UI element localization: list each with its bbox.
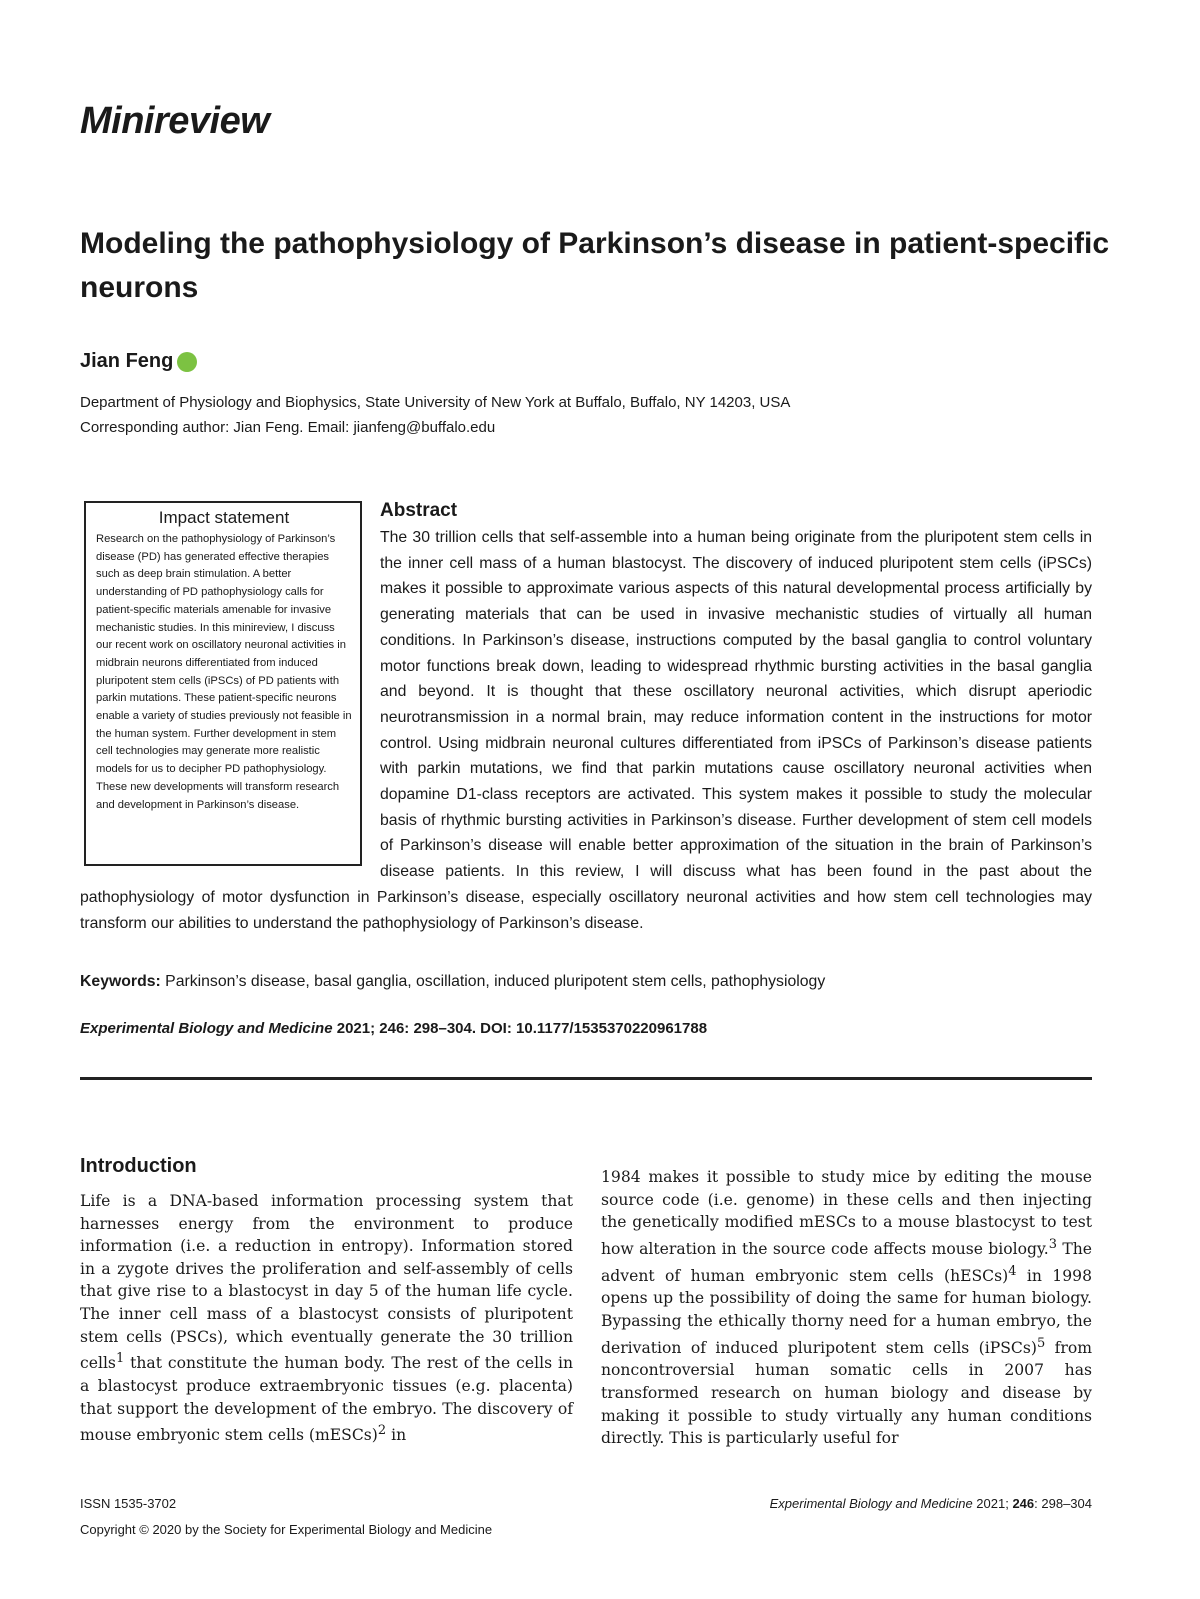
reference-4[interactable]: 4 [1008,1263,1017,1279]
section-divider [80,1077,1092,1080]
affiliation: Department of Physiology and Biophysics, State University of New York at Buffalo, Buffalo, NY 14203, USA [80,394,791,411]
keywords-label: Keywords: [80,973,161,990]
section-label: Minireview [80,100,270,142]
affiliation-block [80,390,1110,440]
footer-volume: 246 [1012,1496,1035,1511]
footer-journal-name: Experimental Biology and Medicine [769,1496,973,1511]
intro-left-text-1: Life is a DNA-based information processing system that harnesses energy from the environment to produce information (i.e. a reduction in entropy). Information stored in a zygote drives the proliferation and self-assembly of cells that give rise to a blastocyst in day 5 of the human life cycle. The inner cell mass of a blastocyst consists of pluripotent stem cells (PSCs), which eventually generate the 30 trillion cells [80,1192,573,1373]
introduction-heading: Introduction [80,1155,197,1177]
intro-right-text-4: from noncontroversial human somatic cells in 2007 has transformed research on human biology and disease by making it possible to study virtually any human conditions directly. This is particularly useful for [601,1338,1092,1448]
author-name: Jian Feng [80,350,174,372]
keywords [80,970,825,994]
footer-copyright: Copyright © 2020 by the Society for Experimental Biology and Medicine [80,1522,493,1537]
intro-left-text-2: that constitute the human body. The rest of the cells in a blastocyst produce extraembryonic tissues (e.g. placenta) that support the development of the embryo. The discovery of mouse embryonic stem cells (mESCs) [80,1354,573,1445]
reference-2[interactable]: 2 [377,1423,387,1439]
intro-right-text-3: in 1998 opens up the possibility of doing the same for human biology. Bypassing the ethically thorny need for a human embryo, the derivation of induced pluripotent stem cells (iPSCs) [601,1266,1092,1357]
abstract-text: The 30 trillion cells that self-assemble into a human being originate from the pluripotent stem cells in the inner cell mass of a human blastocyst. The discovery of induced pluripotent stem cells (iPSCs) makes it possible to approximate various aspects of this natural developmental process artificially by generating materials that can be used in invasive mechanistic studies of virtually all human conditions. In Parkinson’s disease, instructions computed by the basal ganglia to control voluntary motor functions break down, leading to widespread rhythmic bursting activities in the basal ganglia and beyond. It is thought that these oscillatory neuronal activities, which disrupt aperiodic neurotransmission in a normal brain, may reduce information content in the instructions for motor control. Using midbrain neuronal cultures differentiated from iPSCs of Parkinson’s disease patients with parkin mutations, we find that parkin mutations cause oscillatory neuronal activities when dopamine D1-class receptors are activated. This system makes it possible to study the molecular basis of rhythmic bursting activities in Parkinson’s disease. Further development of stem cell models of Parkinson’s disease will enable better approximation of the situation in the brain of Parkinson’s disease patients. In this review, I will discuss what has been found in the past about the pathophysiology of motor dysfunction in Parkinson’s disease, especially oscillatory neuronal activities and how stem cell technologies may transform our abilities to understand the pathophysiology of Parkinson’s disease. [80,529,1092,932]
impact-statement-title: Impact statement [158,508,290,527]
citation-journal: Experimental Biology and Medicine [80,1020,333,1037]
footer-pages: : 298–304 [1034,1496,1092,1511]
intro-right-text-2: The advent of human embryonic stem cells (hESCs) [601,1239,1092,1285]
intro-right-text-1: 1984 makes it possible to study mice by editing the mouse source code (i.e. genome) in these cells and then injecting the genetically modified mESCs to a mouse blastocyst to test how alteration in the source code affects mouse biology. [601,1168,1092,1258]
orcid-icon[interactable] [177,352,197,372]
corresponding-author: Corresponding author: Jian Feng. Email: jianfeng@buffalo.edu [80,419,496,436]
keywords-list: Parkinson’s disease, basal ganglia, oscillation, induced pluripotent stem cells, pathophysiology [160,973,826,990]
intro-column-left [80,1190,573,1447]
citation-line [80,1020,707,1037]
impact-statement-box [84,501,362,866]
intro-left-text-3: in [386,1426,407,1445]
author-line [80,350,197,373]
article-title: Modeling the pathophysiology of Parkinson’s disease in patient-specific neurons [80,227,1110,304]
reference-1[interactable]: 1 [115,1351,125,1367]
footer-journal-details: 2021; [972,1496,1013,1511]
reference-5[interactable]: 5 [1036,1335,1046,1351]
citation-details: 2021; 246: 298–304. DOI: 10.1177/1535370220961788 [332,1020,708,1037]
footer-issn: ISSN 1535-3702 [80,1496,177,1511]
abstract-heading: Abstract [380,500,458,521]
footer-journal [770,1496,1092,1511]
reference-3[interactable]: 3 [1048,1236,1057,1252]
impact-statement-text: Research on the pathophysiology of Parkinson’s disease (PD) has generated effective therapies such as deep brain stimulation. A better understanding of PD pathophysiology calls for patient-specific materials amenable for invasive mechanistic studies. In this minireview, I discuss our recent work on oscillatory neuronal activities in midbrain neurons differentiated from induced pluripotent stem cells (iPSCs) of PD patients with parkin mutations. These patient-specific neurons enable a variety of studies previously not feasible in the human system. Further development in stem cell technologies may generate more realistic models for us to decipher PD pathophysiology. These new developments will transform research and development in Parkinson’s disease. [96,533,352,811]
intro-column-right [601,1166,1092,1450]
